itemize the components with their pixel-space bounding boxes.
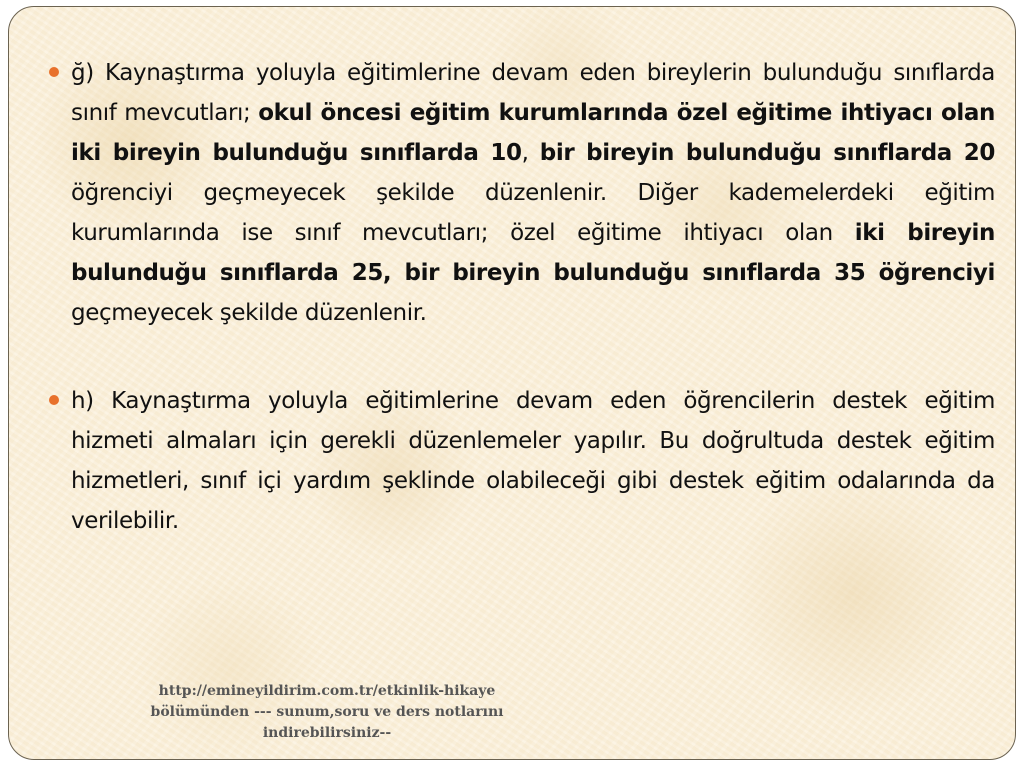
bullet-g-segment: ğ) Kaynaştırma yoluyla eğitimlerine devam eden bireylerin bulunduğu sınıflarda sınıf mevcutları; <box>71 60 995 126</box>
bullet-g-segment: , <box>521 140 540 166</box>
bullet-g-bold-segment: bir bireyin bulunduğu sınıflarda 20 <box>539 140 996 166</box>
bullet-g-segment: öğrenciyi geçmeyecek şekilde düzenlenir. Diğer kademelerdeki eğitim kurumlarında ise sınıf mevcutları; özel eğitime ihtiyacı olan <box>71 180 995 246</box>
bullet-text-h <box>71 381 995 541</box>
footer-source-note <box>117 681 537 744</box>
bullet-dot-icon <box>49 395 59 405</box>
bullet-item-g <box>49 53 995 333</box>
footer-line-3: indirebilirsiniz-- <box>262 725 392 741</box>
slide-body <box>49 53 995 541</box>
bullet-dot-icon <box>49 67 59 77</box>
footer-line-1: http://emineyildirim.com.tr/etkinlik-hikaye <box>158 683 496 699</box>
bullet-h-segment: h) Kaynaştırma yoluyla eğitimlerine devam eden öğrencilerin destek eğitim hizmeti almaları için gerekli düzenlemeler yapılır. Bu doğrultuda destek eğitim hizmetleri, sınıf içi yardım şeklinde olabileceği gibi destek eğitim odalarında da verilebilir. <box>71 388 995 534</box>
bullet-text-g <box>71 53 995 333</box>
slide-frame <box>8 6 1016 760</box>
footer-line-2: bölümünden --- sunum,soru ve ders notlarını <box>150 704 504 720</box>
bullet-g-segment: geçmeyecek şekilde düzenlenir. <box>71 300 427 326</box>
bullet-g-bold-segment: iki bireyin bulunduğu sınıflarda 25, bir bireyin bulunduğu sınıflarda 35 öğrenciyi <box>71 220 996 286</box>
bullet-item-h <box>49 381 995 541</box>
bullet-g-bold-segment: okul öncesi eğitim kurumlarında özel eğitime ihtiyacı olan iki bireyin bulunduğu sınıflarda 10 <box>71 100 995 166</box>
